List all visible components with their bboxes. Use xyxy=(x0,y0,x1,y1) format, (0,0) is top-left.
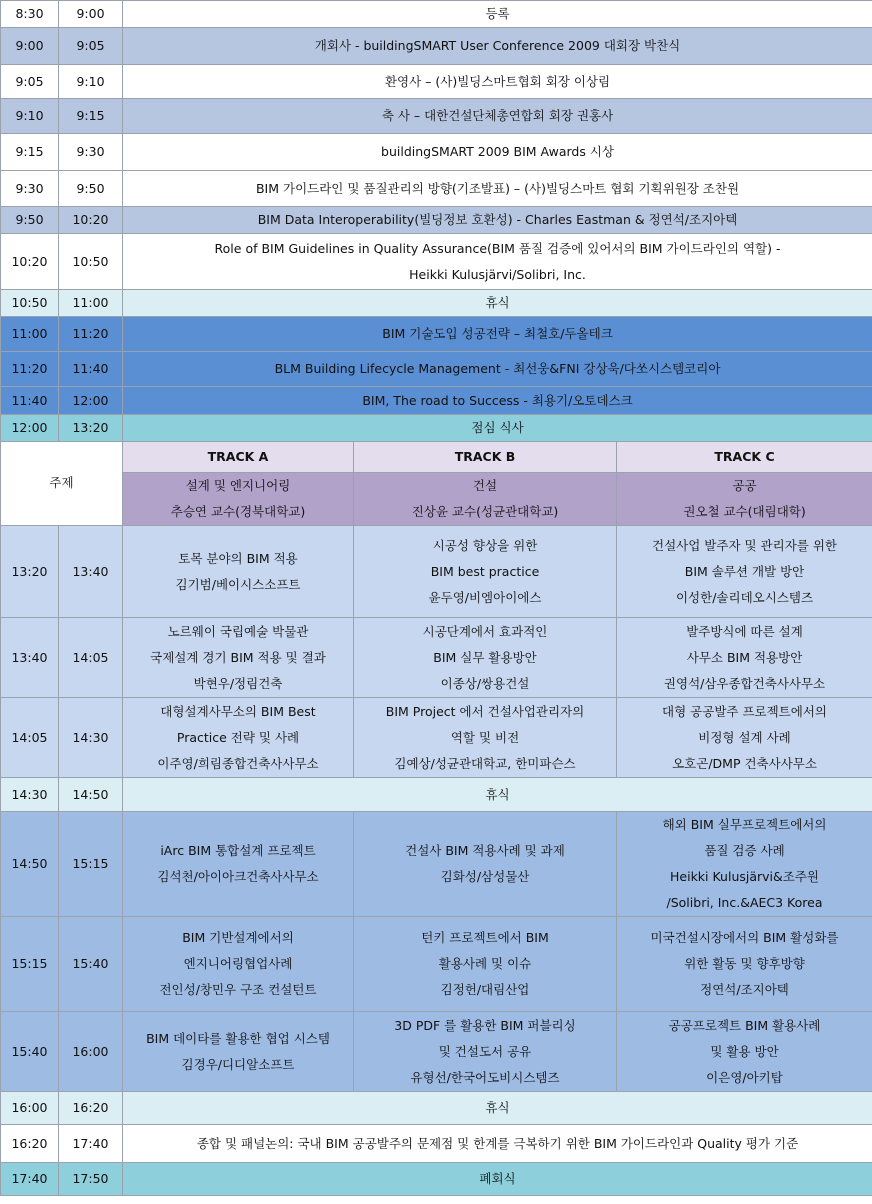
text-line: 활용사례 및 이슈 xyxy=(438,956,532,971)
program-item: BIM 가이드라인 및 품질관리의 방향(기조발표) – (사)빌딩스마트 협회 기획위원장 조찬원 xyxy=(123,171,872,207)
text-line: 국제설계 경기 BIM 적용 및 결과 xyxy=(150,649,326,665)
schedule-row xyxy=(1,317,872,352)
text-line: BIM 실무 활용방안 xyxy=(433,649,537,665)
end-time: 9:10 xyxy=(59,65,123,99)
start-time: 11:00 xyxy=(1,317,59,352)
subject-label: 주제 xyxy=(1,442,123,526)
track-a-session xyxy=(123,618,354,698)
end-time: 16:00 xyxy=(59,1012,123,1092)
text-line: Practice 전략 및 사례 xyxy=(176,729,300,745)
session-row xyxy=(1,526,872,618)
track-c-session xyxy=(617,917,872,1012)
track-a-session xyxy=(123,698,354,778)
start-time: 10:20 xyxy=(1,234,59,290)
text-line: 김화성/삼성물산 xyxy=(440,869,530,884)
text-line: 턴키 프로젝트에서 BIM xyxy=(421,930,549,945)
text-line: 김경우/디디알소프트 xyxy=(181,1056,295,1072)
text-line: 위한 활동 및 향후방향 xyxy=(684,956,805,971)
text-line: BIM 데이타를 활용한 협업 시스템 xyxy=(146,1030,330,1046)
track-a-session xyxy=(123,812,354,917)
text-line: /Solibri, Inc.&AEC3 Korea xyxy=(666,895,823,910)
text-line: 및 건설도서 공유 xyxy=(438,1043,532,1059)
schedule-row xyxy=(1,171,872,207)
program-item: 휴식 xyxy=(123,778,872,812)
track-b-session xyxy=(354,917,617,1012)
program-item: 축 사 – 대한건설단체총연합회 회장 권홍사 xyxy=(123,99,872,134)
text-line: BIM 기반설계에서의 xyxy=(182,930,294,945)
session-row xyxy=(1,1163,872,1196)
program-item: 점심 식사 xyxy=(123,415,872,442)
text-line: 및 활용 방안 xyxy=(710,1043,779,1059)
schedule-row xyxy=(1,352,872,387)
end-time: 9:30 xyxy=(59,134,123,171)
schedule-row xyxy=(1,387,872,415)
text-line: 김석천/아이아크건축사사무소 xyxy=(157,869,319,884)
track-theme-label: 설계 및 엔지니어링 xyxy=(185,478,291,493)
track-name: TRACK C xyxy=(617,442,872,473)
session-row xyxy=(1,1125,872,1163)
program-item: BIM 기술도입 성공전략 – 최철호/두올테크 xyxy=(123,317,872,352)
program-item: 종합 및 패널논의: 국내 BIM 공공발주의 문제점 및 한계를 극복하기 위한 BIM 가이드라인과 Quality 평가 기준 xyxy=(123,1125,872,1163)
start-time: 14:05 xyxy=(1,698,59,778)
program-item: 환영사 – (사)빌딩스마트협회 회장 이상림 xyxy=(123,65,872,99)
start-time: 14:50 xyxy=(1,812,59,917)
start-time: 17:40 xyxy=(1,1163,59,1196)
text-line: 전인성/창민우 구조 컨설턴트 xyxy=(159,982,317,997)
text-line: 3D PDF 를 활용한 BIM 퍼블리싱 xyxy=(394,1017,576,1033)
program-item: buildingSMART 2009 BIM Awards 시상 xyxy=(123,134,872,171)
end-time: 9:15 xyxy=(59,99,123,134)
track-theme-row xyxy=(1,473,872,526)
start-time: 13:20 xyxy=(1,526,59,618)
end-time: 12:00 xyxy=(59,387,123,415)
text-line: Heikki Kulusjärvi&조주원 xyxy=(670,869,820,884)
end-time: 14:50 xyxy=(59,778,123,812)
start-time: 16:20 xyxy=(1,1125,59,1163)
schedule-row xyxy=(1,99,872,134)
end-time: 9:50 xyxy=(59,171,123,207)
track-b-session xyxy=(354,618,617,698)
schedule-row xyxy=(1,65,872,99)
text-line: BIM 솔루션 개발 방안 xyxy=(684,563,805,579)
track-c-session xyxy=(617,812,872,917)
text-line: 윤두영/비엠아이에스 xyxy=(428,589,542,605)
track-a-session xyxy=(123,917,354,1012)
text-line: Heikki Kulusjärvi/Solibri, Inc. xyxy=(409,266,586,282)
start-time: 11:20 xyxy=(1,352,59,387)
text-line: 노르웨이 국립예술 박물관 xyxy=(167,623,309,639)
text-line: 이종상/쌍용건설 xyxy=(440,675,530,691)
end-time: 16:20 xyxy=(59,1092,123,1125)
start-time: 11:40 xyxy=(1,387,59,415)
schedule-row xyxy=(1,207,872,234)
end-time: 13:40 xyxy=(59,526,123,618)
text-line: 이주영/희림종합건축사사무소 xyxy=(157,755,319,771)
text-line: iArc BIM 통합설계 프로젝트 xyxy=(160,843,316,858)
track-name: TRACK A xyxy=(123,442,354,473)
start-time: 15:40 xyxy=(1,1012,59,1092)
start-time: 9:15 xyxy=(1,134,59,171)
text-line: 김정헌/대림산업 xyxy=(440,982,530,997)
track-b-session xyxy=(354,812,617,917)
text-line: 이은영/아키탑 xyxy=(706,1069,783,1085)
text-line: 사무소 BIM 적용방안 xyxy=(686,649,803,665)
program-item: 개회사 - buildingSMART User Conference 2009 대회장 박찬식 xyxy=(123,28,872,65)
text-line: 역할 및 비전 xyxy=(450,729,520,745)
program-item xyxy=(123,234,872,290)
start-time: 10:50 xyxy=(1,290,59,317)
start-time: 15:15 xyxy=(1,917,59,1012)
end-time: 9:00 xyxy=(59,1,123,28)
track-c-session xyxy=(617,526,872,618)
session-row xyxy=(1,812,872,917)
start-time: 9:05 xyxy=(1,65,59,99)
track-c-session xyxy=(617,698,872,778)
end-time: 11:00 xyxy=(59,290,123,317)
program-item: BIM, The road to Success - 최용기/오토데스크 xyxy=(123,387,872,415)
start-time: 9:00 xyxy=(1,28,59,65)
start-time: 9:50 xyxy=(1,207,59,234)
schedule-row xyxy=(1,290,872,317)
text-line: 건설사업 발주자 및 관리자를 위한 xyxy=(652,537,837,553)
session-row xyxy=(1,618,872,698)
track-theme xyxy=(617,473,872,526)
text-line: 품질 검증 사례 xyxy=(704,843,785,858)
track-theme xyxy=(354,473,617,526)
track-b-session xyxy=(354,698,617,778)
track-theme xyxy=(123,473,354,526)
track-b-session xyxy=(354,1012,617,1092)
program-item: 휴식 xyxy=(123,290,872,317)
text-line: Role of BIM Guidelines in Quality Assurance(BIM 품질 검증에 있어서의 BIM 가이드라인의 역할) - xyxy=(214,240,781,256)
track-name: TRACK B xyxy=(354,442,617,473)
start-time: 9:30 xyxy=(1,171,59,207)
start-time: 16:00 xyxy=(1,1092,59,1125)
end-time: 11:40 xyxy=(59,352,123,387)
session-row xyxy=(1,917,872,1012)
text-line: 권영석/삼우종합건축사사무소 xyxy=(663,675,826,691)
text-line: 이성한/솔리데오시스템즈 xyxy=(675,589,814,605)
text-line: 대형설계사무소의 BIM Best xyxy=(160,703,316,719)
track-c-session xyxy=(617,618,872,698)
end-time: 15:15 xyxy=(59,812,123,917)
start-time: 14:30 xyxy=(1,778,59,812)
text-line: 건설사 BIM 적용사례 및 과제 xyxy=(405,843,565,858)
program-item: 휴식 xyxy=(123,1092,872,1125)
track-theme-label: 건설 xyxy=(472,478,498,493)
start-time: 13:40 xyxy=(1,618,59,698)
end-time: 15:40 xyxy=(59,917,123,1012)
text-line: 해외 BIM 실무프로젝트에서의 xyxy=(662,817,827,832)
text-line: BIM best practice xyxy=(430,563,540,579)
track-b-session xyxy=(354,526,617,618)
schedule-row xyxy=(1,134,872,171)
start-time: 12:00 xyxy=(1,415,59,442)
text-line: 오호곤/DMP 건축사사무소 xyxy=(672,755,817,771)
program-item: BIM Data Interoperability(빌딩정보 호환성) - Charles Eastman & 정연석/조지아텍 xyxy=(123,207,872,234)
track-a-session xyxy=(123,526,354,618)
start-time: 9:10 xyxy=(1,99,59,134)
end-time: 10:50 xyxy=(59,234,123,290)
text-line: 정연석/조지아텍 xyxy=(700,982,789,997)
track-c-session xyxy=(617,1012,872,1092)
end-time: 13:20 xyxy=(59,415,123,442)
track-a-session xyxy=(123,1012,354,1092)
text-line: 박현우/정림건축 xyxy=(193,675,283,691)
end-time: 10:20 xyxy=(59,207,123,234)
text-line: 토목 분야의 BIM 적용 xyxy=(178,550,298,566)
text-line: 엔지니어링협업사례 xyxy=(183,956,293,971)
text-line: 비정형 설계 사례 xyxy=(698,729,791,745)
schedule-body xyxy=(1,1,872,1196)
end-time: 11:20 xyxy=(59,317,123,352)
schedule-row xyxy=(1,234,872,290)
text-line: 대형 공공발주 프로젝트에서의 xyxy=(662,703,827,719)
session-row xyxy=(1,698,872,778)
track-chair: 권오철 교수(대림대학) xyxy=(683,504,806,519)
program-item: 등록 xyxy=(123,1,872,28)
end-time: 14:05 xyxy=(59,618,123,698)
text-line: 시공단계에서 효과적인 xyxy=(422,623,548,639)
track-chair: 진상윤 교수(성균관대학교) xyxy=(411,504,559,519)
track-chair: 추승연 교수(경북대학교) xyxy=(170,504,306,519)
text-line: 시공성 향상을 위한 xyxy=(432,537,538,553)
program-item: BLM Building Lifecycle Management - 최선웅&FNI 강상욱/다쏘시스템코리아 xyxy=(123,352,872,387)
schedule-row xyxy=(1,1,872,28)
schedule-row xyxy=(1,415,872,442)
text-line: 미국건설시장에서의 BIM 활성화를 xyxy=(650,930,839,945)
session-row xyxy=(1,1092,872,1125)
track-name-row xyxy=(1,442,872,473)
track-theme-label: 공공 xyxy=(732,478,757,493)
program-item: 폐회식 xyxy=(123,1163,872,1196)
session-row xyxy=(1,778,872,812)
end-time: 17:40 xyxy=(59,1125,123,1163)
text-line: BIM Project 에서 건설사업관리자의 xyxy=(385,703,585,719)
end-time: 14:30 xyxy=(59,698,123,778)
text-line: 김기범/베이시스소프트 xyxy=(175,576,301,592)
text-line: 공공프로젝트 BIM 활용사례 xyxy=(668,1017,821,1033)
text-line: 발주방식에 따른 설계 xyxy=(686,623,803,639)
start-time: 8:30 xyxy=(1,1,59,28)
schedule-row xyxy=(1,28,872,65)
end-time: 17:50 xyxy=(59,1163,123,1196)
text-line: 유형선/한국어도비시스템즈 xyxy=(410,1069,560,1085)
session-row xyxy=(1,1012,872,1092)
end-time: 9:05 xyxy=(59,28,123,65)
text-line: 김예상/성균관대학교, 한미파슨스 xyxy=(394,755,576,771)
